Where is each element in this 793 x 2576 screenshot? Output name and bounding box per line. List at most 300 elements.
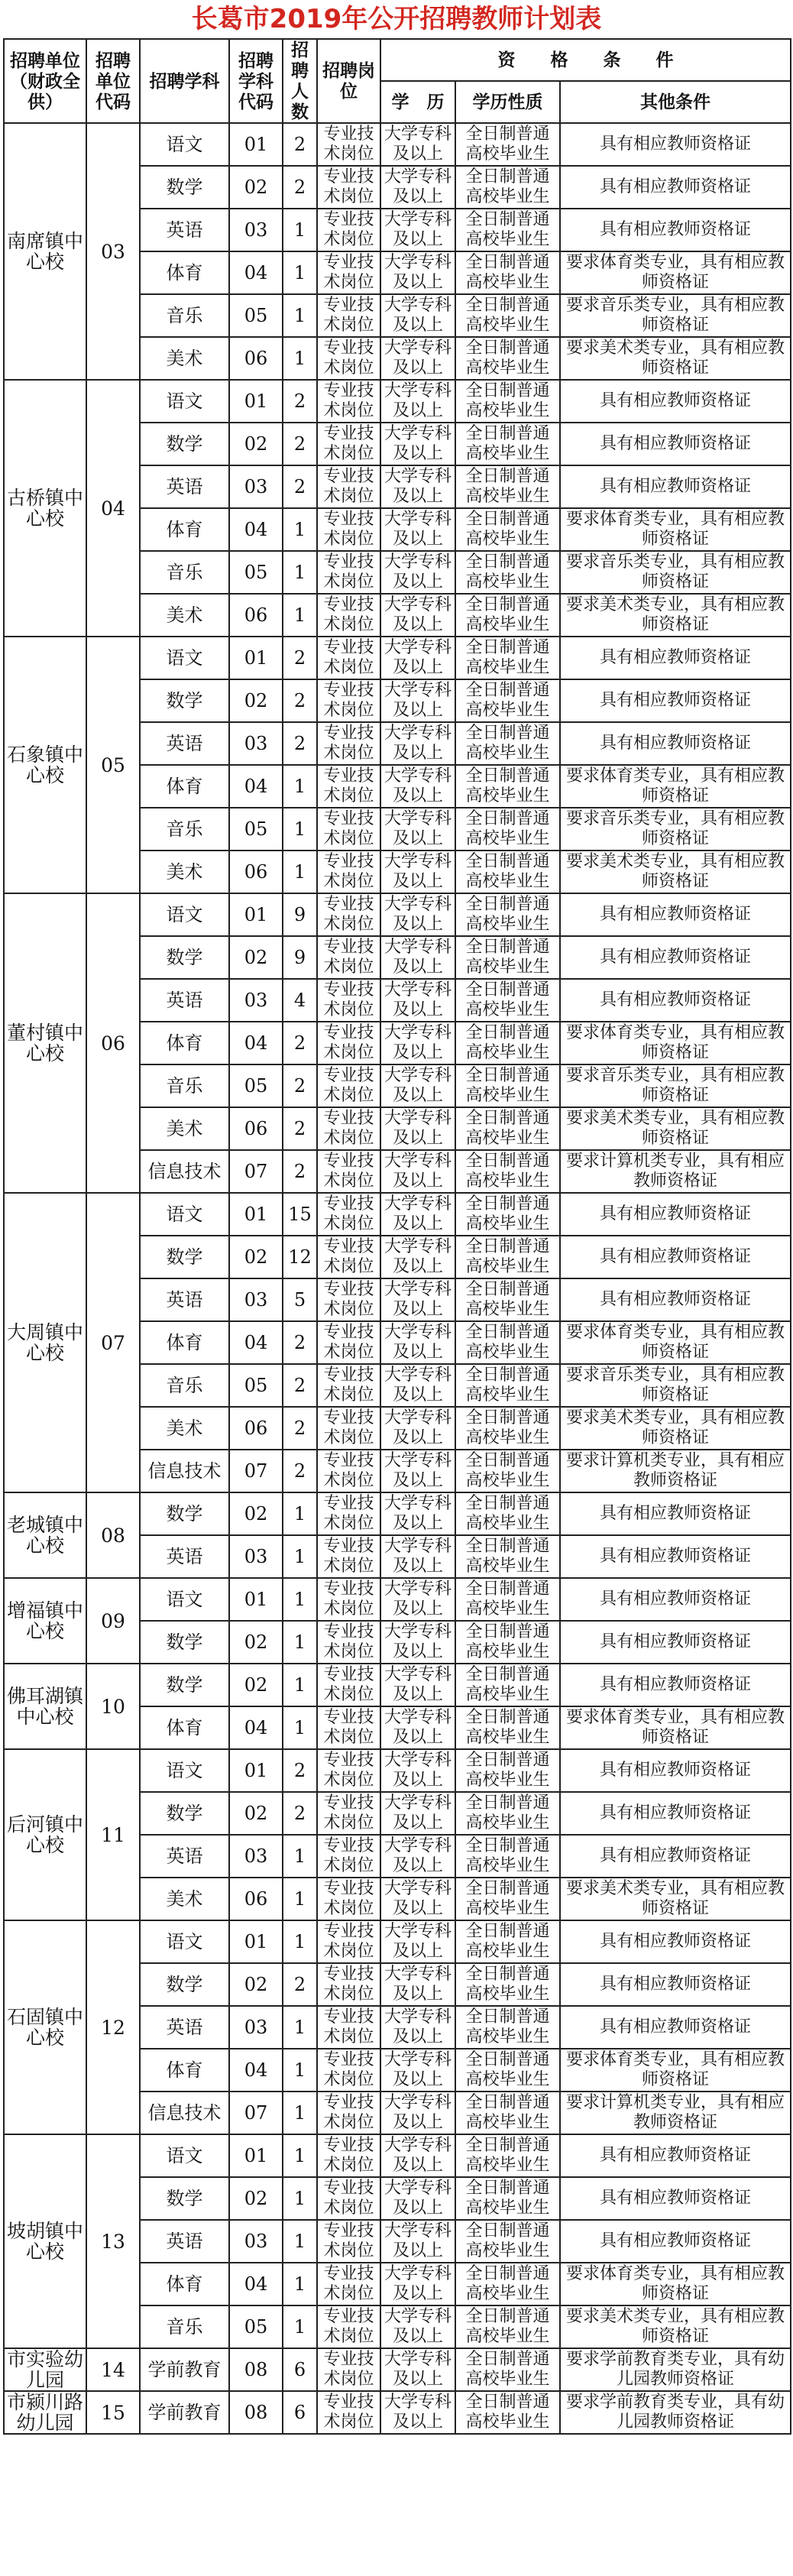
education-nature: 全日制普通高校毕业生 bbox=[455, 2391, 560, 2434]
education: 大学专科及以上 bbox=[380, 423, 455, 465]
other-conditions: 具有相应教师资格证 bbox=[560, 1236, 791, 1278]
subject: 语文 bbox=[140, 1578, 229, 1621]
other-conditions: 要求美术类专业，具有相应教师资格证 bbox=[560, 337, 791, 380]
education: 大学专科及以上 bbox=[380, 1792, 455, 1835]
subject: 英语 bbox=[140, 465, 229, 508]
position: 专业技术岗位 bbox=[317, 893, 380, 936]
subject: 体育 bbox=[140, 1706, 229, 1749]
unit-code: 03 bbox=[86, 123, 140, 380]
subject: 英语 bbox=[140, 1835, 229, 1878]
hire-count: 1 bbox=[283, 594, 317, 637]
hire-count: 2 bbox=[283, 1407, 317, 1450]
subject: 数学 bbox=[140, 936, 229, 979]
subject: 体育 bbox=[140, 765, 229, 808]
education: 大学专科及以上 bbox=[380, 294, 455, 337]
education-nature: 全日制普通高校毕业生 bbox=[455, 2049, 560, 2092]
subject: 英语 bbox=[140, 2220, 229, 2263]
education: 大学专科及以上 bbox=[380, 1022, 455, 1064]
header-other: 其他条件 bbox=[560, 81, 791, 123]
education: 大学专科及以上 bbox=[380, 2391, 455, 2434]
position: 专业技术岗位 bbox=[317, 1236, 380, 1278]
other-conditions: 要求美术类专业，具有相应教师资格证 bbox=[560, 851, 791, 893]
subject: 美术 bbox=[140, 1878, 229, 1920]
education-nature: 全日制普通高校毕业生 bbox=[455, 2134, 560, 2177]
subject-code: 02 bbox=[229, 1792, 283, 1835]
hire-count: 1 bbox=[283, 2092, 317, 2134]
subject: 语文 bbox=[140, 1193, 229, 1236]
subject-code: 04 bbox=[229, 1321, 283, 1364]
other-conditions: 要求音乐类专业，具有相应教师资格证 bbox=[560, 551, 791, 594]
other-conditions: 要求学前教育类专业，具有幼儿园教师资格证 bbox=[560, 2348, 791, 2391]
subject-code: 08 bbox=[229, 2391, 283, 2434]
subject-code: 02 bbox=[229, 2177, 283, 2220]
position: 专业技术岗位 bbox=[317, 1535, 380, 1578]
position: 专业技术岗位 bbox=[317, 1578, 380, 1621]
subject-code: 03 bbox=[229, 465, 283, 508]
education-nature: 全日制普通高校毕业生 bbox=[455, 637, 560, 679]
subject: 语文 bbox=[140, 380, 229, 423]
hire-count: 1 bbox=[283, 294, 317, 337]
subject: 音乐 bbox=[140, 1364, 229, 1407]
position: 专业技术岗位 bbox=[317, 1664, 380, 1706]
subject-code: 04 bbox=[229, 1022, 283, 1064]
hire-count: 2 bbox=[283, 1321, 317, 1364]
position: 专业技术岗位 bbox=[317, 1621, 380, 1664]
subject-code: 02 bbox=[229, 423, 283, 465]
other-conditions: 要求计算机类专业，具有相应教师资格证 bbox=[560, 1150, 791, 1193]
position: 专业技术岗位 bbox=[317, 551, 380, 594]
subject-code: 02 bbox=[229, 166, 283, 209]
position: 专业技术岗位 bbox=[317, 2348, 380, 2391]
education: 大学专科及以上 bbox=[380, 2348, 455, 2391]
table-header bbox=[4, 39, 791, 123]
table-row bbox=[4, 1749, 791, 1792]
other-conditions: 具有相应教师资格证 bbox=[560, 893, 791, 936]
subject: 数学 bbox=[140, 423, 229, 465]
position: 专业技术岗位 bbox=[317, 423, 380, 465]
subject-code: 07 bbox=[229, 1150, 283, 1193]
position: 专业技术岗位 bbox=[317, 1107, 380, 1150]
header-edu-nature: 学历性质 bbox=[455, 81, 560, 123]
position: 专业技术岗位 bbox=[317, 1364, 380, 1407]
education: 大学专科及以上 bbox=[380, 722, 455, 765]
subject: 语文 bbox=[140, 2134, 229, 2177]
position: 专业技术岗位 bbox=[317, 1835, 380, 1878]
education-nature: 全日制普通高校毕业生 bbox=[455, 1193, 560, 1236]
subject-code: 03 bbox=[229, 2220, 283, 2263]
other-conditions: 具有相应教师资格证 bbox=[560, 1193, 791, 1236]
other-conditions: 具有相应教师资格证 bbox=[560, 1835, 791, 1878]
subject: 英语 bbox=[140, 722, 229, 765]
subject-code: 03 bbox=[229, 1835, 283, 1878]
position: 专业技术岗位 bbox=[317, 722, 380, 765]
position: 专业技术岗位 bbox=[317, 637, 380, 679]
subject: 体育 bbox=[140, 1022, 229, 1064]
education-nature: 全日制普通高校毕业生 bbox=[455, 1278, 560, 1321]
position: 专业技术岗位 bbox=[317, 2391, 380, 2434]
position: 专业技术岗位 bbox=[317, 380, 380, 423]
education-nature: 全日制普通高校毕业生 bbox=[455, 2263, 560, 2305]
subject-code: 04 bbox=[229, 1706, 283, 1749]
subject-code: 04 bbox=[229, 2263, 283, 2305]
hire-count: 2 bbox=[283, 722, 317, 765]
hire-count: 1 bbox=[283, 765, 317, 808]
education-nature: 全日制普通高校毕业生 bbox=[455, 1150, 560, 1193]
other-conditions: 具有相应教师资格证 bbox=[560, 2134, 791, 2177]
unit-code: 13 bbox=[86, 2134, 140, 2348]
education-nature: 全日制普通高校毕业生 bbox=[455, 679, 560, 722]
subject: 体育 bbox=[140, 2049, 229, 2092]
subject-code: 02 bbox=[229, 1664, 283, 1706]
subject-code: 02 bbox=[229, 679, 283, 722]
other-conditions: 具有相应教师资格证 bbox=[560, 465, 791, 508]
hire-count: 1 bbox=[283, 1878, 317, 1920]
education-nature: 全日制普通高校毕业生 bbox=[455, 808, 560, 851]
subject-code: 05 bbox=[229, 1364, 283, 1407]
hire-count: 1 bbox=[283, 1706, 317, 1749]
table-row bbox=[4, 2391, 791, 2434]
subject-code: 06 bbox=[229, 1107, 283, 1150]
education-nature: 全日制普通高校毕业生 bbox=[455, 1878, 560, 1920]
position: 专业技术岗位 bbox=[317, 2263, 380, 2305]
education-nature: 全日制普通高校毕业生 bbox=[455, 765, 560, 808]
education-nature: 全日制普通高校毕业生 bbox=[455, 1364, 560, 1407]
position: 专业技术岗位 bbox=[317, 1749, 380, 1792]
position: 专业技术岗位 bbox=[317, 1064, 380, 1107]
education: 大学专科及以上 bbox=[380, 1407, 455, 1450]
education: 大学专科及以上 bbox=[380, 251, 455, 294]
education-nature: 全日制普通高校毕业生 bbox=[455, 851, 560, 893]
education: 大学专科及以上 bbox=[380, 936, 455, 979]
other-conditions: 具有相应教师资格证 bbox=[560, 1621, 791, 1664]
subject-code: 01 bbox=[229, 1920, 283, 1963]
other-conditions: 具有相应教师资格证 bbox=[560, 123, 791, 166]
education-nature: 全日制普通高校毕业生 bbox=[455, 1064, 560, 1107]
unit-code: 10 bbox=[86, 1664, 140, 1749]
education-nature: 全日制普通高校毕业生 bbox=[455, 979, 560, 1022]
subject: 数学 bbox=[140, 1664, 229, 1706]
position: 专业技术岗位 bbox=[317, 251, 380, 294]
other-conditions: 具有相应教师资格证 bbox=[560, 1278, 791, 1321]
education-nature: 全日制普通高校毕业生 bbox=[455, 2177, 560, 2220]
subject-code: 05 bbox=[229, 294, 283, 337]
education: 大学专科及以上 bbox=[380, 2092, 455, 2134]
other-conditions: 要求体育类专业，具有相应教师资格证 bbox=[560, 765, 791, 808]
subject: 数学 bbox=[140, 1621, 229, 1664]
other-conditions: 具有相应教师资格证 bbox=[560, 380, 791, 423]
position: 专业技术岗位 bbox=[317, 1792, 380, 1835]
hire-count: 1 bbox=[283, 2305, 317, 2348]
education-nature: 全日制普通高校毕业生 bbox=[455, 294, 560, 337]
table-row bbox=[4, 1578, 791, 1621]
subject-code: 06 bbox=[229, 851, 283, 893]
education-nature: 全日制普通高校毕业生 bbox=[455, 1706, 560, 1749]
education: 大学专科及以上 bbox=[380, 1150, 455, 1193]
education-nature: 全日制普通高校毕业生 bbox=[455, 1578, 560, 1621]
education: 大学专科及以上 bbox=[380, 380, 455, 423]
hire-count: 15 bbox=[283, 1193, 317, 1236]
education-nature: 全日制普通高校毕业生 bbox=[455, 465, 560, 508]
education: 大学专科及以上 bbox=[380, 1664, 455, 1706]
other-conditions: 具有相应教师资格证 bbox=[560, 1792, 791, 1835]
other-conditions: 具有相应教师资格证 bbox=[560, 637, 791, 679]
subject: 数学 bbox=[140, 2177, 229, 2220]
position: 专业技术岗位 bbox=[317, 166, 380, 209]
position: 专业技术岗位 bbox=[317, 465, 380, 508]
subject-code: 01 bbox=[229, 1749, 283, 1792]
table-row bbox=[4, 2348, 791, 2391]
hire-count: 2 bbox=[283, 1963, 317, 2006]
hire-count: 2 bbox=[283, 1022, 317, 1064]
hire-count: 12 bbox=[283, 1236, 317, 1278]
other-conditions: 具有相应教师资格证 bbox=[560, 166, 791, 209]
education-nature: 全日制普通高校毕业生 bbox=[455, 594, 560, 637]
subject-code: 02 bbox=[229, 1492, 283, 1535]
education-nature: 全日制普通高校毕业生 bbox=[455, 123, 560, 166]
education-nature: 全日制普通高校毕业生 bbox=[455, 251, 560, 294]
other-conditions: 要求美术类专业，具有相应教师资格证 bbox=[560, 1407, 791, 1450]
education-nature: 全日制普通高校毕业生 bbox=[455, 1321, 560, 1364]
position: 专业技术岗位 bbox=[317, 1450, 380, 1492]
header-conditions: 资 格 条 件 bbox=[380, 39, 791, 81]
education: 大学专科及以上 bbox=[380, 1621, 455, 1664]
unit-name: 南席镇中心校 bbox=[4, 123, 86, 380]
position: 专业技术岗位 bbox=[317, 1878, 380, 1920]
unit-code: 08 bbox=[86, 1492, 140, 1578]
subject: 信息技术 bbox=[140, 2092, 229, 2134]
subject: 信息技术 bbox=[140, 1150, 229, 1193]
unit-code: 07 bbox=[86, 1193, 140, 1492]
education-nature: 全日制普通高校毕业生 bbox=[455, 1407, 560, 1450]
subject-code: 03 bbox=[229, 209, 283, 251]
unit-name: 坡胡镇中心校 bbox=[4, 2134, 86, 2348]
other-conditions: 要求美术类专业，具有相应教师资格证 bbox=[560, 1878, 791, 1920]
other-conditions: 具有相应教师资格证 bbox=[560, 1963, 791, 2006]
education-nature: 全日制普通高校毕业生 bbox=[455, 1492, 560, 1535]
education-nature: 全日制普通高校毕业生 bbox=[455, 1450, 560, 1492]
subject: 英语 bbox=[140, 1278, 229, 1321]
subject: 音乐 bbox=[140, 808, 229, 851]
education-nature: 全日制普通高校毕业生 bbox=[455, 936, 560, 979]
position: 专业技术岗位 bbox=[317, 2092, 380, 2134]
subject: 音乐 bbox=[140, 294, 229, 337]
subject: 音乐 bbox=[140, 551, 229, 594]
other-conditions: 要求音乐类专业，具有相应教师资格证 bbox=[560, 1064, 791, 1107]
unit-name: 市实验幼儿园 bbox=[4, 2348, 86, 2391]
education: 大学专科及以上 bbox=[380, 1450, 455, 1492]
education: 大学专科及以上 bbox=[380, 1492, 455, 1535]
hire-count: 2 bbox=[283, 1450, 317, 1492]
position: 专业技术岗位 bbox=[317, 936, 380, 979]
subject-code: 03 bbox=[229, 2006, 283, 2049]
unit-name: 董村镇中心校 bbox=[4, 893, 86, 1193]
hire-count: 1 bbox=[283, 1578, 317, 1621]
unit-name: 石象镇中心校 bbox=[4, 637, 86, 893]
hire-count: 1 bbox=[283, 1535, 317, 1578]
education: 大学专科及以上 bbox=[380, 979, 455, 1022]
table-row bbox=[4, 2134, 791, 2177]
hire-count: 1 bbox=[283, 251, 317, 294]
subject-code: 05 bbox=[229, 1064, 283, 1107]
subject-code: 01 bbox=[229, 1193, 283, 1236]
position: 专业技术岗位 bbox=[317, 508, 380, 551]
unit-name: 古桥镇中心校 bbox=[4, 380, 86, 637]
subject-code: 01 bbox=[229, 637, 283, 679]
education: 大学专科及以上 bbox=[380, 2305, 455, 2348]
subject: 英语 bbox=[140, 979, 229, 1022]
education: 大学专科及以上 bbox=[380, 765, 455, 808]
education: 大学专科及以上 bbox=[380, 1578, 455, 1621]
education: 大学专科及以上 bbox=[380, 1107, 455, 1150]
subject: 数学 bbox=[140, 1963, 229, 2006]
hire-count: 1 bbox=[283, 209, 317, 251]
education: 大学专科及以上 bbox=[380, 551, 455, 594]
hire-count: 6 bbox=[283, 2348, 317, 2391]
subject-code: 02 bbox=[229, 936, 283, 979]
education: 大学专科及以上 bbox=[380, 1835, 455, 1878]
other-conditions: 要求音乐类专业，具有相应教师资格证 bbox=[560, 294, 791, 337]
position: 专业技术岗位 bbox=[317, 2220, 380, 2263]
unit-name: 市颍川路幼儿园 bbox=[4, 2391, 86, 2434]
education: 大学专科及以上 bbox=[380, 1920, 455, 1963]
unit-code: 09 bbox=[86, 1578, 140, 1664]
other-conditions: 具有相应教师资格证 bbox=[560, 2177, 791, 2220]
education-nature: 全日制普通高校毕业生 bbox=[455, 2220, 560, 2263]
table-row bbox=[4, 1193, 791, 1236]
header-count: 招聘人数 bbox=[283, 39, 317, 123]
position: 专业技术岗位 bbox=[317, 1278, 380, 1321]
subject-code: 02 bbox=[229, 1963, 283, 2006]
other-conditions: 要求美术类专业，具有相应教师资格证 bbox=[560, 1107, 791, 1150]
subject-code: 06 bbox=[229, 1878, 283, 1920]
subject: 信息技术 bbox=[140, 1450, 229, 1492]
subject-code: 04 bbox=[229, 2049, 283, 2092]
table-row bbox=[4, 1492, 791, 1535]
subject: 语文 bbox=[140, 1920, 229, 1963]
subject-code: 04 bbox=[229, 251, 283, 294]
hire-count: 1 bbox=[283, 1920, 317, 1963]
education-nature: 全日制普通高校毕业生 bbox=[455, 2092, 560, 2134]
table-row bbox=[4, 637, 791, 679]
position: 专业技术岗位 bbox=[317, 294, 380, 337]
education: 大学专科及以上 bbox=[380, 2134, 455, 2177]
education: 大学专科及以上 bbox=[380, 166, 455, 209]
education-nature: 全日制普通高校毕业生 bbox=[455, 380, 560, 423]
other-conditions: 要求体育类专业，具有相应教师资格证 bbox=[560, 251, 791, 294]
unit-code: 11 bbox=[86, 1749, 140, 1920]
header-position: 招聘岗位 bbox=[317, 39, 380, 123]
subject: 语文 bbox=[140, 637, 229, 679]
header-subject: 招聘学科 bbox=[140, 39, 229, 123]
header-edu: 学 历 bbox=[380, 81, 455, 123]
hire-count: 5 bbox=[283, 1278, 317, 1321]
other-conditions: 具有相应教师资格证 bbox=[560, 1578, 791, 1621]
position: 专业技术岗位 bbox=[317, 1920, 380, 1963]
other-conditions: 要求体育类专业，具有相应教师资格证 bbox=[560, 508, 791, 551]
hire-count: 1 bbox=[283, 508, 317, 551]
education-nature: 全日制普通高校毕业生 bbox=[455, 209, 560, 251]
recruitment-table bbox=[3, 38, 791, 2435]
subject: 体育 bbox=[140, 508, 229, 551]
other-conditions: 具有相应教师资格证 bbox=[560, 936, 791, 979]
table-row bbox=[4, 1664, 791, 1706]
other-conditions: 要求体育类专业，具有相应教师资格证 bbox=[560, 1706, 791, 1749]
hire-count: 2 bbox=[283, 637, 317, 679]
position: 专业技术岗位 bbox=[317, 679, 380, 722]
subject-code: 04 bbox=[229, 765, 283, 808]
subject: 音乐 bbox=[140, 1064, 229, 1107]
table-row bbox=[4, 123, 791, 166]
subject: 英语 bbox=[140, 2006, 229, 2049]
other-conditions: 要求音乐类专业，具有相应教师资格证 bbox=[560, 808, 791, 851]
hire-count: 2 bbox=[283, 1749, 317, 1792]
education-nature: 全日制普通高校毕业生 bbox=[455, 2006, 560, 2049]
hire-count: 2 bbox=[283, 1150, 317, 1193]
subject: 音乐 bbox=[140, 2305, 229, 2348]
subject: 数学 bbox=[140, 1792, 229, 1835]
hire-count: 2 bbox=[283, 1364, 317, 1407]
subject: 体育 bbox=[140, 2263, 229, 2305]
unit-name: 老城镇中心校 bbox=[4, 1492, 86, 1578]
subject-code: 01 bbox=[229, 123, 283, 166]
hire-count: 1 bbox=[283, 2006, 317, 2049]
education-nature: 全日制普通高校毕业生 bbox=[455, 337, 560, 380]
education-nature: 全日制普通高校毕业生 bbox=[455, 1792, 560, 1835]
hire-count: 2 bbox=[283, 1064, 317, 1107]
position: 专业技术岗位 bbox=[317, 1706, 380, 1749]
education: 大学专科及以上 bbox=[380, 1749, 455, 1792]
other-conditions: 具有相应教师资格证 bbox=[560, 722, 791, 765]
education: 大学专科及以上 bbox=[380, 808, 455, 851]
education: 大学专科及以上 bbox=[380, 1878, 455, 1920]
hire-count: 1 bbox=[283, 851, 317, 893]
unit-code: 05 bbox=[86, 637, 140, 893]
education: 大学专科及以上 bbox=[380, 1278, 455, 1321]
education-nature: 全日制普通高校毕业生 bbox=[455, 1920, 560, 1963]
unit-code: 12 bbox=[86, 1920, 140, 2134]
other-conditions: 具有相应教师资格证 bbox=[560, 1920, 791, 1963]
subject-code: 08 bbox=[229, 2348, 283, 2391]
hire-count: 9 bbox=[283, 936, 317, 979]
subject-code: 05 bbox=[229, 2305, 283, 2348]
education: 大学专科及以上 bbox=[380, 2220, 455, 2263]
subject: 学前教育 bbox=[140, 2391, 229, 2434]
subject-code: 02 bbox=[229, 1236, 283, 1278]
subject-code: 06 bbox=[229, 594, 283, 637]
education: 大学专科及以上 bbox=[380, 508, 455, 551]
education: 大学专科及以上 bbox=[380, 2263, 455, 2305]
position: 专业技术岗位 bbox=[317, 1407, 380, 1450]
subject: 数学 bbox=[140, 166, 229, 209]
hire-count: 9 bbox=[283, 893, 317, 936]
subject-code: 01 bbox=[229, 380, 283, 423]
subject-code: 02 bbox=[229, 1621, 283, 1664]
hire-count: 1 bbox=[283, 1835, 317, 1878]
unit-name: 石固镇中心校 bbox=[4, 1920, 86, 2134]
education-nature: 全日制普通高校毕业生 bbox=[455, 1835, 560, 1878]
other-conditions: 具有相应教师资格证 bbox=[560, 2006, 791, 2049]
other-conditions: 具有相应教师资格证 bbox=[560, 1535, 791, 1578]
subject: 数学 bbox=[140, 1492, 229, 1535]
education: 大学专科及以上 bbox=[380, 123, 455, 166]
hire-count: 1 bbox=[283, 2263, 317, 2305]
position: 专业技术岗位 bbox=[317, 2006, 380, 2049]
subject: 美术 bbox=[140, 594, 229, 637]
education-nature: 全日制普通高校毕业生 bbox=[455, 1236, 560, 1278]
education-nature: 全日制普通高校毕业生 bbox=[455, 1107, 560, 1150]
education: 大学专科及以上 bbox=[380, 1963, 455, 2006]
subject-code: 07 bbox=[229, 1450, 283, 1492]
